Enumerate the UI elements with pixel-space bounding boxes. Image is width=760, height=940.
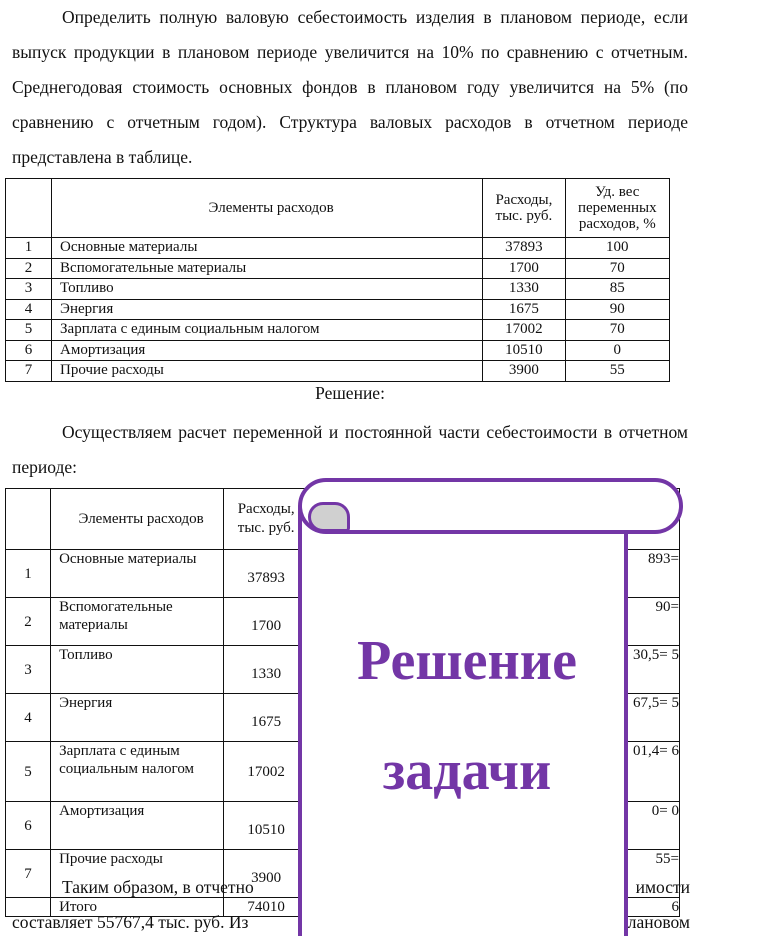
row-element: Основные материалы xyxy=(51,550,224,598)
row-tail: 30,5= 5 xyxy=(617,646,680,694)
row-number: 5 xyxy=(6,320,52,341)
row-variable-share: 70 xyxy=(565,258,669,279)
header-cell-elements: Элементы расходов xyxy=(52,179,483,238)
row-variable-share: 70 xyxy=(565,320,669,341)
row-tail: 67,5= 5 xyxy=(617,694,680,742)
row-variable-share: 55 xyxy=(565,361,669,382)
row-element: Энергия xyxy=(51,694,224,742)
row-element: Вспомогательные материалы xyxy=(51,598,224,646)
row-expense: 1675 xyxy=(483,299,565,320)
row-tail: 90= xyxy=(617,598,680,646)
row-expense: 1675 xyxy=(224,694,309,742)
table-header-row xyxy=(6,179,670,238)
row-expense: 37893 xyxy=(483,238,565,259)
row-tail: 0= 0 xyxy=(617,802,680,850)
row-tail: 6 xyxy=(617,898,680,917)
row-number: 6 xyxy=(6,802,51,850)
scroll-curl-icon xyxy=(308,502,350,532)
row-number: 1 xyxy=(6,238,52,259)
intro-paragraph: Определить полную валовую себестоимость изделия в плановом периоде, если выпуск продукции в плановом периоде увеличится на 10% по сравнению с отчетным. Среднегодовая стоимость основных фондов в плановом году увеличится на 5% (по сравнению с отчетным годом). Структура валовых расходов в отчетном периоде представлена в таблице. xyxy=(12,7,688,167)
table-row xyxy=(6,320,670,341)
row-expense: 1330 xyxy=(483,279,565,300)
row-element: Амортизация xyxy=(51,802,224,850)
row-number: 3 xyxy=(6,646,51,694)
row-element: Прочие расходы xyxy=(51,850,224,898)
expense-structure-table xyxy=(5,178,670,382)
table-row xyxy=(6,258,670,279)
row-element: Прочие расходы xyxy=(52,361,483,382)
row-element: Основные материалы xyxy=(52,238,483,259)
row-expense: 1700 xyxy=(224,598,309,646)
row-element: Вспомогательные материалы xyxy=(52,258,483,279)
row-number: 2 xyxy=(6,258,52,279)
header-cell-expenses: Расходы, тыс. руб. xyxy=(483,179,565,238)
table-row xyxy=(6,361,670,382)
scroll-top-roll xyxy=(298,478,683,534)
row-expense: 74010 xyxy=(224,898,309,917)
header-cell-number xyxy=(6,489,51,550)
row-number: 7 xyxy=(6,361,52,382)
row-tail: 55= xyxy=(617,850,680,898)
header-cell-expenses: Расходы, тыс. руб. xyxy=(224,489,309,550)
table-row xyxy=(6,279,670,300)
calc-paragraph: Осуществляем расчет переменной и постоянной части себестоимости в отчетном периоде: xyxy=(12,422,688,477)
header-cell-variable-share: Уд. вес переменных расходов, % xyxy=(565,179,669,238)
row-expense: 1330 xyxy=(224,646,309,694)
row-number: 2 xyxy=(6,598,51,646)
row-tail: 893= xyxy=(617,550,680,598)
header-cell-number xyxy=(6,179,52,238)
row-element: Топливо xyxy=(51,646,224,694)
row-tail: 01,4= 6 xyxy=(617,742,680,802)
row-number: 4 xyxy=(6,299,52,320)
row-expense: 3900 xyxy=(483,361,565,382)
row-element: Топливо xyxy=(52,279,483,300)
table-row xyxy=(6,238,670,259)
header-cell-elements: Элементы расходов xyxy=(51,489,224,550)
row-element: Зарплата с единым социальным налогом xyxy=(51,742,224,802)
banner-title-line-1: Решение xyxy=(357,630,577,692)
row-element: Энергия xyxy=(52,299,483,320)
row-variable-share: 100 xyxy=(565,238,669,259)
row-number: 3 xyxy=(6,279,52,300)
row-expense: 10510 xyxy=(224,802,309,850)
row-expense: 1700 xyxy=(483,258,565,279)
row-number: 7 xyxy=(6,850,51,898)
row-number: 4 xyxy=(6,694,51,742)
row-expense: 17002 xyxy=(224,742,309,802)
table-row xyxy=(6,340,670,361)
row-number: 6 xyxy=(6,340,52,361)
table-row xyxy=(6,299,670,320)
bottom-line-1-right: имости xyxy=(635,877,690,897)
row-expense: 37893 xyxy=(224,550,309,598)
row-expense: 10510 xyxy=(483,340,565,361)
bottom-line-2-left: составляет 55767,4 тыс. руб. Из xyxy=(12,912,249,932)
solution-scroll-banner xyxy=(298,476,688,930)
row-element: Итого xyxy=(51,898,224,917)
row-variable-share: 90 xyxy=(565,299,669,320)
scroll-body xyxy=(298,506,628,936)
row-variable-share: 0 xyxy=(565,340,669,361)
row-variable-share: 85 xyxy=(565,279,669,300)
row-element: Амортизация xyxy=(52,340,483,361)
row-element: Зарплата с единым социальным налогом xyxy=(52,320,483,341)
solution-heading: Решение: xyxy=(315,383,385,403)
bottom-line-2-right: лановом xyxy=(627,912,690,932)
row-expense: 3900 xyxy=(224,850,309,898)
bottom-line-1-left: Таким образом, в отчетно xyxy=(62,877,254,897)
banner-title-line-2: задачи xyxy=(382,740,552,802)
row-number: 1 xyxy=(6,550,51,598)
row-expense: 17002 xyxy=(483,320,565,341)
row-number: 5 xyxy=(6,742,51,802)
